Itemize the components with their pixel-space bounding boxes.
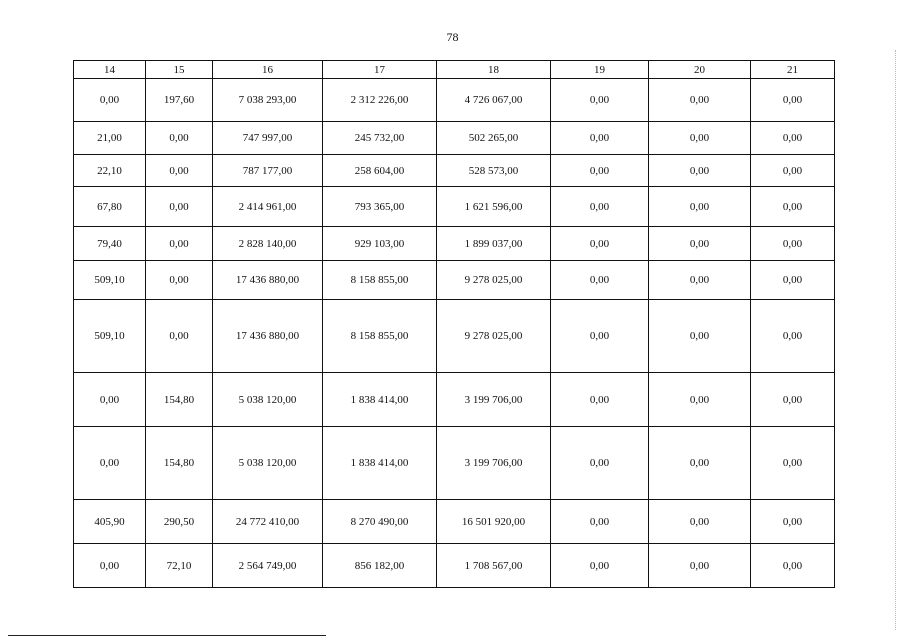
table-cell: 0,00	[649, 79, 751, 122]
table-cell: 0,00	[649, 427, 751, 500]
table-row	[74, 261, 835, 300]
table-cell: 0,00	[751, 261, 835, 300]
column-header: 14	[74, 61, 146, 79]
table-cell: 528 573,00	[437, 155, 551, 187]
table-cell: 0,00	[551, 261, 649, 300]
table-row	[74, 79, 835, 122]
table-cell: 8 158 855,00	[323, 261, 437, 300]
table-cell: 0,00	[146, 227, 213, 261]
table-cell: 929 103,00	[323, 227, 437, 261]
table-cell: 0,00	[649, 261, 751, 300]
table-cell: 154,80	[146, 427, 213, 500]
table-cell: 7 038 293,00	[213, 79, 323, 122]
table-row	[74, 227, 835, 261]
table-cell: 22,10	[74, 155, 146, 187]
column-header: 20	[649, 61, 751, 79]
table-cell: 2 414 961,00	[213, 187, 323, 227]
table-cell: 0,00	[551, 187, 649, 227]
table-cell: 0,00	[751, 427, 835, 500]
table-cell: 0,00	[751, 79, 835, 122]
table-cell: 509,10	[74, 300, 146, 373]
table-cell: 17 436 880,00	[213, 261, 323, 300]
column-header: 16	[213, 61, 323, 79]
table-cell: 747 997,00	[213, 122, 323, 155]
table-cell: 24 772 410,00	[213, 500, 323, 544]
table-cell: 3 199 706,00	[437, 373, 551, 427]
table-cell: 0,00	[551, 122, 649, 155]
table-cell: 0,00	[146, 187, 213, 227]
table-row	[74, 500, 835, 544]
table-cell: 0,00	[649, 122, 751, 155]
table-cell: 0,00	[74, 544, 146, 588]
table-cell: 0,00	[649, 187, 751, 227]
table-cell: 0,00	[551, 300, 649, 373]
table-cell: 154,80	[146, 373, 213, 427]
table-cell: 0,00	[649, 373, 751, 427]
table-cell: 0,00	[551, 373, 649, 427]
header-row	[74, 61, 835, 79]
table-cell: 1 708 567,00	[437, 544, 551, 588]
table-cell: 0,00	[74, 79, 146, 122]
table-cell: 0,00	[551, 79, 649, 122]
table-cell: 0,00	[146, 261, 213, 300]
table-cell: 405,90	[74, 500, 146, 544]
table-cell: 0,00	[74, 427, 146, 500]
scan-edge-mark	[895, 50, 897, 630]
table-cell: 0,00	[751, 373, 835, 427]
table-cell: 0,00	[751, 187, 835, 227]
table-cell: 9 278 025,00	[437, 300, 551, 373]
table-row	[74, 122, 835, 155]
column-header: 15	[146, 61, 213, 79]
table-cell: 0,00	[751, 155, 835, 187]
table-cell: 0,00	[649, 500, 751, 544]
table-cell: 16 501 920,00	[437, 500, 551, 544]
table-cell: 5 038 120,00	[213, 427, 323, 500]
table-cell: 0,00	[551, 544, 649, 588]
column-header: 17	[323, 61, 437, 79]
table-cell: 787 177,00	[213, 155, 323, 187]
table-cell: 0,00	[551, 500, 649, 544]
table-cell: 17 436 880,00	[213, 300, 323, 373]
table-cell: 67,80	[74, 187, 146, 227]
table-cell: 0,00	[551, 427, 649, 500]
table-cell: 5 038 120,00	[213, 373, 323, 427]
table-cell: 21,00	[74, 122, 146, 155]
table-row	[74, 155, 835, 187]
table-cell: 245 732,00	[323, 122, 437, 155]
table-cell: 0,00	[551, 227, 649, 261]
column-header: 21	[751, 61, 835, 79]
column-header: 19	[551, 61, 649, 79]
table-cell: 0,00	[146, 122, 213, 155]
table-cell: 0,00	[751, 500, 835, 544]
table-cell: 2 564 749,00	[213, 544, 323, 588]
table-cell: 0,00	[649, 300, 751, 373]
table-row	[74, 427, 835, 500]
table-cell: 0,00	[146, 155, 213, 187]
table-row	[74, 544, 835, 588]
table-cell: 1 838 414,00	[323, 427, 437, 500]
data-table	[73, 60, 835, 588]
table-cell: 0,00	[751, 122, 835, 155]
table-cell: 2 312 226,00	[323, 79, 437, 122]
table-cell: 1 621 596,00	[437, 187, 551, 227]
page-number: 78	[446, 30, 459, 44]
table-cell: 0,00	[74, 373, 146, 427]
table-cell: 0,00	[751, 227, 835, 261]
table-cell: 9 278 025,00	[437, 261, 551, 300]
table-cell: 509,10	[74, 261, 146, 300]
table-cell: 72,10	[146, 544, 213, 588]
table-cell: 856 182,00	[323, 544, 437, 588]
table-cell: 0,00	[649, 155, 751, 187]
table-cell: 79,40	[74, 227, 146, 261]
table-cell: 793 365,00	[323, 187, 437, 227]
table-cell: 0,00	[551, 155, 649, 187]
table-cell: 0,00	[751, 300, 835, 373]
column-header: 18	[437, 61, 551, 79]
table-cell: 197,60	[146, 79, 213, 122]
table-row	[74, 187, 835, 227]
table-cell: 8 158 855,00	[323, 300, 437, 373]
table-row	[74, 373, 835, 427]
table-cell: 0,00	[146, 300, 213, 373]
table-cell: 1 899 037,00	[437, 227, 551, 261]
table-cell: 502 265,00	[437, 122, 551, 155]
table-cell: 0,00	[649, 544, 751, 588]
table-cell: 0,00	[649, 227, 751, 261]
table-cell: 4 726 067,00	[437, 79, 551, 122]
table-row	[74, 300, 835, 373]
table-cell: 258 604,00	[323, 155, 437, 187]
table-cell: 1 838 414,00	[323, 373, 437, 427]
table-cell: 0,00	[751, 544, 835, 588]
footnote-rule	[8, 635, 326, 636]
table-cell: 2 828 140,00	[213, 227, 323, 261]
table-cell: 290,50	[146, 500, 213, 544]
table-cell: 3 199 706,00	[437, 427, 551, 500]
table-cell: 8 270 490,00	[323, 500, 437, 544]
